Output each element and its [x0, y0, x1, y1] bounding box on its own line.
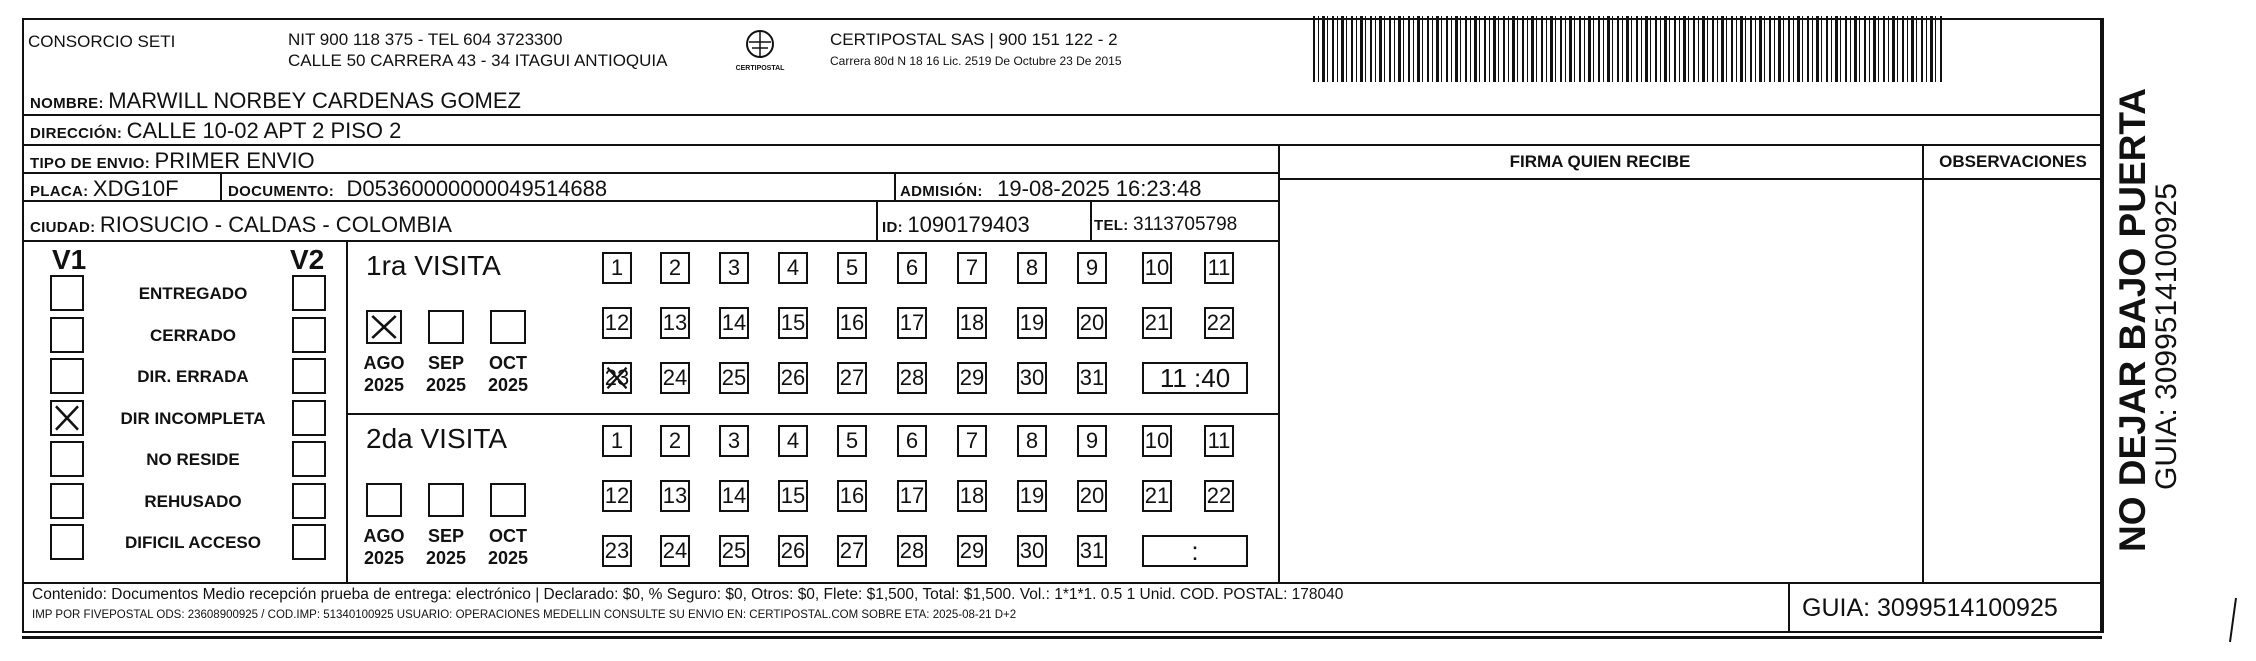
day-box[interactable]: 21 — [1142, 480, 1172, 512]
v2-checkbox[interactable] — [292, 317, 326, 353]
month-name: AGO — [363, 526, 405, 546]
divider — [1090, 200, 1092, 240]
month-checkbox[interactable] — [366, 310, 402, 344]
day-box[interactable]: 27 — [837, 362, 867, 394]
divider — [220, 172, 222, 200]
logo-caption: CERTIPOSTAL — [735, 65, 785, 72]
day-box[interactable]: 4 — [778, 425, 808, 457]
day-box[interactable]: 9 — [1077, 252, 1107, 284]
v2-checkbox[interactable] — [292, 524, 326, 560]
month-year: 2025 — [487, 375, 529, 395]
day-box[interactable]: 17 — [897, 307, 927, 339]
divider — [22, 144, 2102, 146]
visit-title: 1ra VISITA — [366, 250, 501, 281]
v1-checkbox[interactable] — [50, 524, 84, 560]
divider — [22, 636, 2102, 639]
company-name: CONSORCIO SETI — [28, 32, 176, 51]
ciudad-row — [30, 212, 452, 238]
month-year: 2025 — [363, 548, 405, 568]
documento-label: DOCUMENTO: — [228, 183, 335, 200]
reason-label: CERRADO — [150, 325, 236, 345]
reason-label: DIFICIL ACCESO — [124, 533, 261, 552]
day-box[interactable]: 2 — [660, 425, 690, 457]
v1-checkbox[interactable] — [50, 400, 84, 436]
day-box[interactable]: 18 — [957, 480, 987, 512]
day-box[interactable]: 5 — [837, 252, 867, 284]
month-label — [354, 352, 414, 396]
direccion-label: DIRECCIÓN: — [30, 125, 123, 142]
v1-checkbox[interactable] — [50, 317, 84, 353]
day-box[interactable]: 13 — [660, 480, 690, 512]
id-row — [882, 212, 1030, 238]
placa-label: PLACA: — [30, 183, 89, 200]
month-label — [354, 525, 414, 569]
day-box[interactable]: 3 — [719, 252, 749, 284]
day-box[interactable]: 22 — [1204, 307, 1234, 339]
divider — [346, 240, 348, 582]
firma-heading: FIRMA QUIEN RECIBE — [1509, 152, 1691, 171]
month-checkbox[interactable] — [366, 483, 402, 517]
tipo-label: TIPO DE ENVIO: — [30, 155, 151, 172]
month-checkbox[interactable] — [490, 483, 526, 517]
month-name: OCT — [489, 353, 527, 373]
day-box[interactable]: 28 — [897, 362, 927, 394]
day-box[interactable]: 14 — [719, 307, 749, 339]
ciudad-value: RIOSUCIO - CALDAS - COLOMBIA — [99, 212, 452, 237]
divider — [1788, 582, 1790, 631]
tel-row — [1094, 214, 1237, 236]
side-notice: NO DEJAR BAJO PUERTA — [2112, 88, 2153, 552]
nombre-row — [30, 88, 521, 114]
day-box[interactable]: 16 — [837, 480, 867, 512]
day-box[interactable]: 23 — [602, 535, 632, 567]
v2-label: V2 — [290, 244, 325, 275]
month-year: 2025 — [487, 548, 529, 568]
day-box[interactable]: 26 — [778, 535, 808, 567]
day-box[interactable]: 8 — [1017, 425, 1047, 457]
admision-label: ADMISIÓN: — [900, 183, 983, 200]
day-box[interactable]: 19 — [1017, 307, 1047, 339]
day-box[interactable]: 20 — [1077, 307, 1107, 339]
v2-checkbox[interactable] — [292, 483, 326, 519]
day-box[interactable]: 14 — [719, 480, 749, 512]
day-box[interactable]: 8 — [1017, 252, 1047, 284]
day-box[interactable]: 10 — [1142, 425, 1172, 457]
v1-checkbox[interactable] — [50, 275, 84, 311]
day-box[interactable]: 15 — [778, 480, 808, 512]
contenido-text: Contenido: Documentos Medio recepción prueba de entrega: electrónico | Declarado: $0, % Seguro: $0, Otros: $0, Flete: $1,500, Total: $1,500. Vol.: 1*1*1. 0.5 1 Unid. COD. POSTAL: 178040 — [32, 586, 1344, 603]
license-line: Carrera 80d N 18 16 Lic. 2519 De Octubre 23 De 2015 — [830, 54, 1122, 68]
tel-label: TEL: — [1094, 217, 1129, 234]
day-box[interactable]: 15 — [778, 307, 808, 339]
day-box[interactable]: 26 — [778, 362, 808, 394]
v1-label: V1 — [52, 244, 87, 275]
day-box[interactable]: 7 — [957, 425, 987, 457]
day-box[interactable]: 10 — [1142, 252, 1172, 284]
month-name: SEP — [427, 526, 465, 546]
day-box[interactable]: 31 — [1077, 362, 1107, 394]
reason-label: REHUSADO — [144, 491, 242, 511]
signature-area[interactable] — [1280, 180, 1920, 580]
v1-checkbox[interactable] — [50, 358, 84, 394]
observaciones-heading: OBSERVACIONES — [1939, 152, 2087, 171]
reason-label: DIR. ERRADA — [137, 367, 249, 386]
day-box[interactable]: 16 — [837, 307, 867, 339]
day-box[interactable]: 17 — [897, 480, 927, 512]
month-name: OCT — [489, 526, 527, 546]
day-box[interactable]: 11 — [1204, 425, 1234, 457]
reason-label: NO RESIDE — [146, 450, 240, 469]
v2-checkbox[interactable] — [292, 275, 326, 311]
divider — [2102, 18, 2104, 633]
divider — [876, 200, 878, 240]
day-box[interactable]: 3 — [719, 425, 749, 457]
divider — [22, 631, 2102, 633]
address-line: CALLE 50 CARRERA 43 - 34 ITAGUI ANTIOQUIA — [288, 51, 668, 70]
nombre-value: MARWILL NORBEY CARDENAS GOMEZ — [108, 88, 521, 113]
month-checkbox[interactable] — [490, 310, 526, 344]
divider — [346, 413, 1278, 415]
day-box[interactable]: 1 — [602, 425, 632, 457]
tipo-value: PRIMER ENVIO — [154, 148, 315, 173]
month-year: 2025 — [425, 375, 467, 395]
id-label: ID: — [882, 219, 903, 236]
divider — [22, 114, 2102, 116]
reason-label: ENTREGADO — [138, 284, 248, 303]
documento-value: D05360000000049514688 — [346, 176, 608, 201]
day-box[interactable]: 6 — [897, 425, 927, 457]
day-box[interactable]: 29 — [957, 535, 987, 567]
day-box[interactable]: 18 — [957, 307, 987, 339]
margin-stroke — [2224, 596, 2238, 644]
day-box[interactable]: 31 — [1077, 535, 1107, 567]
admision-row — [900, 176, 1201, 202]
day-box[interactable]: 29 — [957, 362, 987, 394]
v1-checkbox[interactable] — [50, 483, 84, 519]
day-box[interactable]: 25 — [719, 535, 749, 567]
day-box[interactable]: 9 — [1077, 425, 1107, 457]
divider — [22, 582, 2102, 584]
day-box[interactable]: 30 — [1017, 535, 1047, 567]
footer-guia: GUIA: 3099514100925 — [1802, 594, 2058, 622]
day-box[interactable]: 24 — [660, 362, 690, 394]
day-box[interactable]: 21 — [1142, 307, 1172, 339]
month-name: AGO — [363, 353, 405, 373]
month-label — [416, 525, 476, 569]
nit-line: NIT 900 118 375 - TEL 604 3723300 — [288, 30, 563, 49]
month-year: 2025 — [425, 548, 467, 568]
direccion-row — [30, 118, 401, 144]
day-box[interactable]: 7 — [957, 252, 987, 284]
placa-row — [30, 176, 179, 202]
day-box[interactable]: 22 — [1204, 480, 1234, 512]
day-box[interactable]: 20 — [1077, 480, 1107, 512]
day-box[interactable]: 4 — [778, 252, 808, 284]
day-box[interactable]: 30 — [1017, 362, 1047, 394]
day-box[interactable]: 24 — [660, 535, 690, 567]
day-box[interactable]: 13 — [660, 307, 690, 339]
day-box[interactable]: 27 — [837, 535, 867, 567]
nombre-label: NOMBRE: — [30, 95, 104, 112]
month-checkbox[interactable] — [428, 310, 464, 344]
v2-checkbox[interactable] — [292, 400, 326, 436]
v2-checkbox[interactable] — [292, 441, 326, 477]
admision-value: 19-08-2025 16:23:48 — [997, 176, 1202, 201]
v2-checkbox[interactable] — [292, 358, 326, 394]
imp-text: IMP POR FIVEPOSTAL ODS: 23608900925 / COD.IMP: 51340100925 USUARIO: OPERACIONES MEDELLIN CONSULTE SU ENVIO EN: CERTIPOSTAL.COM SOBRE ETA: 2025-08-21 D+2 — [32, 609, 1017, 621]
reason-label: DIR INCOMPLETA — [120, 408, 266, 428]
month-year: 2025 — [363, 375, 405, 395]
day-box[interactable]: 11 — [1204, 252, 1234, 284]
month-label — [416, 352, 476, 396]
observations-area[interactable] — [1924, 180, 2100, 580]
divider — [22, 240, 1278, 242]
day-box[interactable]: 6 — [897, 252, 927, 284]
day-box[interactable]: 19 — [1017, 480, 1047, 512]
time-field[interactable]: 11 :40 — [1142, 362, 1248, 394]
placa-value: XDG10F — [92, 176, 179, 201]
divider — [894, 172, 896, 200]
side-guia: GUIA: 3099514100925 — [2150, 183, 2183, 490]
direccion-value: CALLE 10-02 APT 2 PISO 2 — [126, 118, 402, 143]
day-box[interactable]: 12 — [602, 307, 632, 339]
month-checkbox[interactable] — [428, 483, 464, 517]
tipo-row — [30, 148, 315, 174]
day-box[interactable]: 12 — [602, 480, 632, 512]
id-value: 1090179403 — [907, 212, 1030, 237]
day-box[interactable]: 1 — [602, 252, 632, 284]
visit-title: 2da VISITA — [366, 423, 508, 454]
day-box[interactable]: 28 — [897, 535, 927, 567]
day-box[interactable]: 2 — [660, 252, 690, 284]
ciudad-label: CIUDAD: — [30, 219, 96, 236]
time-field[interactable]: : — [1142, 535, 1248, 567]
day-box[interactable]: 23 — [602, 362, 632, 394]
month-label — [478, 525, 538, 569]
tel-value: 3113705798 — [1132, 214, 1238, 235]
documento-row — [228, 176, 607, 202]
certipostal-line: CERTIPOSTAL SAS | 900 151 122 - 2 — [830, 30, 1118, 49]
month-label — [478, 352, 538, 396]
v1-checkbox[interactable] — [50, 441, 84, 477]
month-name: SEP — [427, 353, 465, 373]
day-box[interactable]: 5 — [837, 425, 867, 457]
day-box[interactable]: 25 — [719, 362, 749, 394]
